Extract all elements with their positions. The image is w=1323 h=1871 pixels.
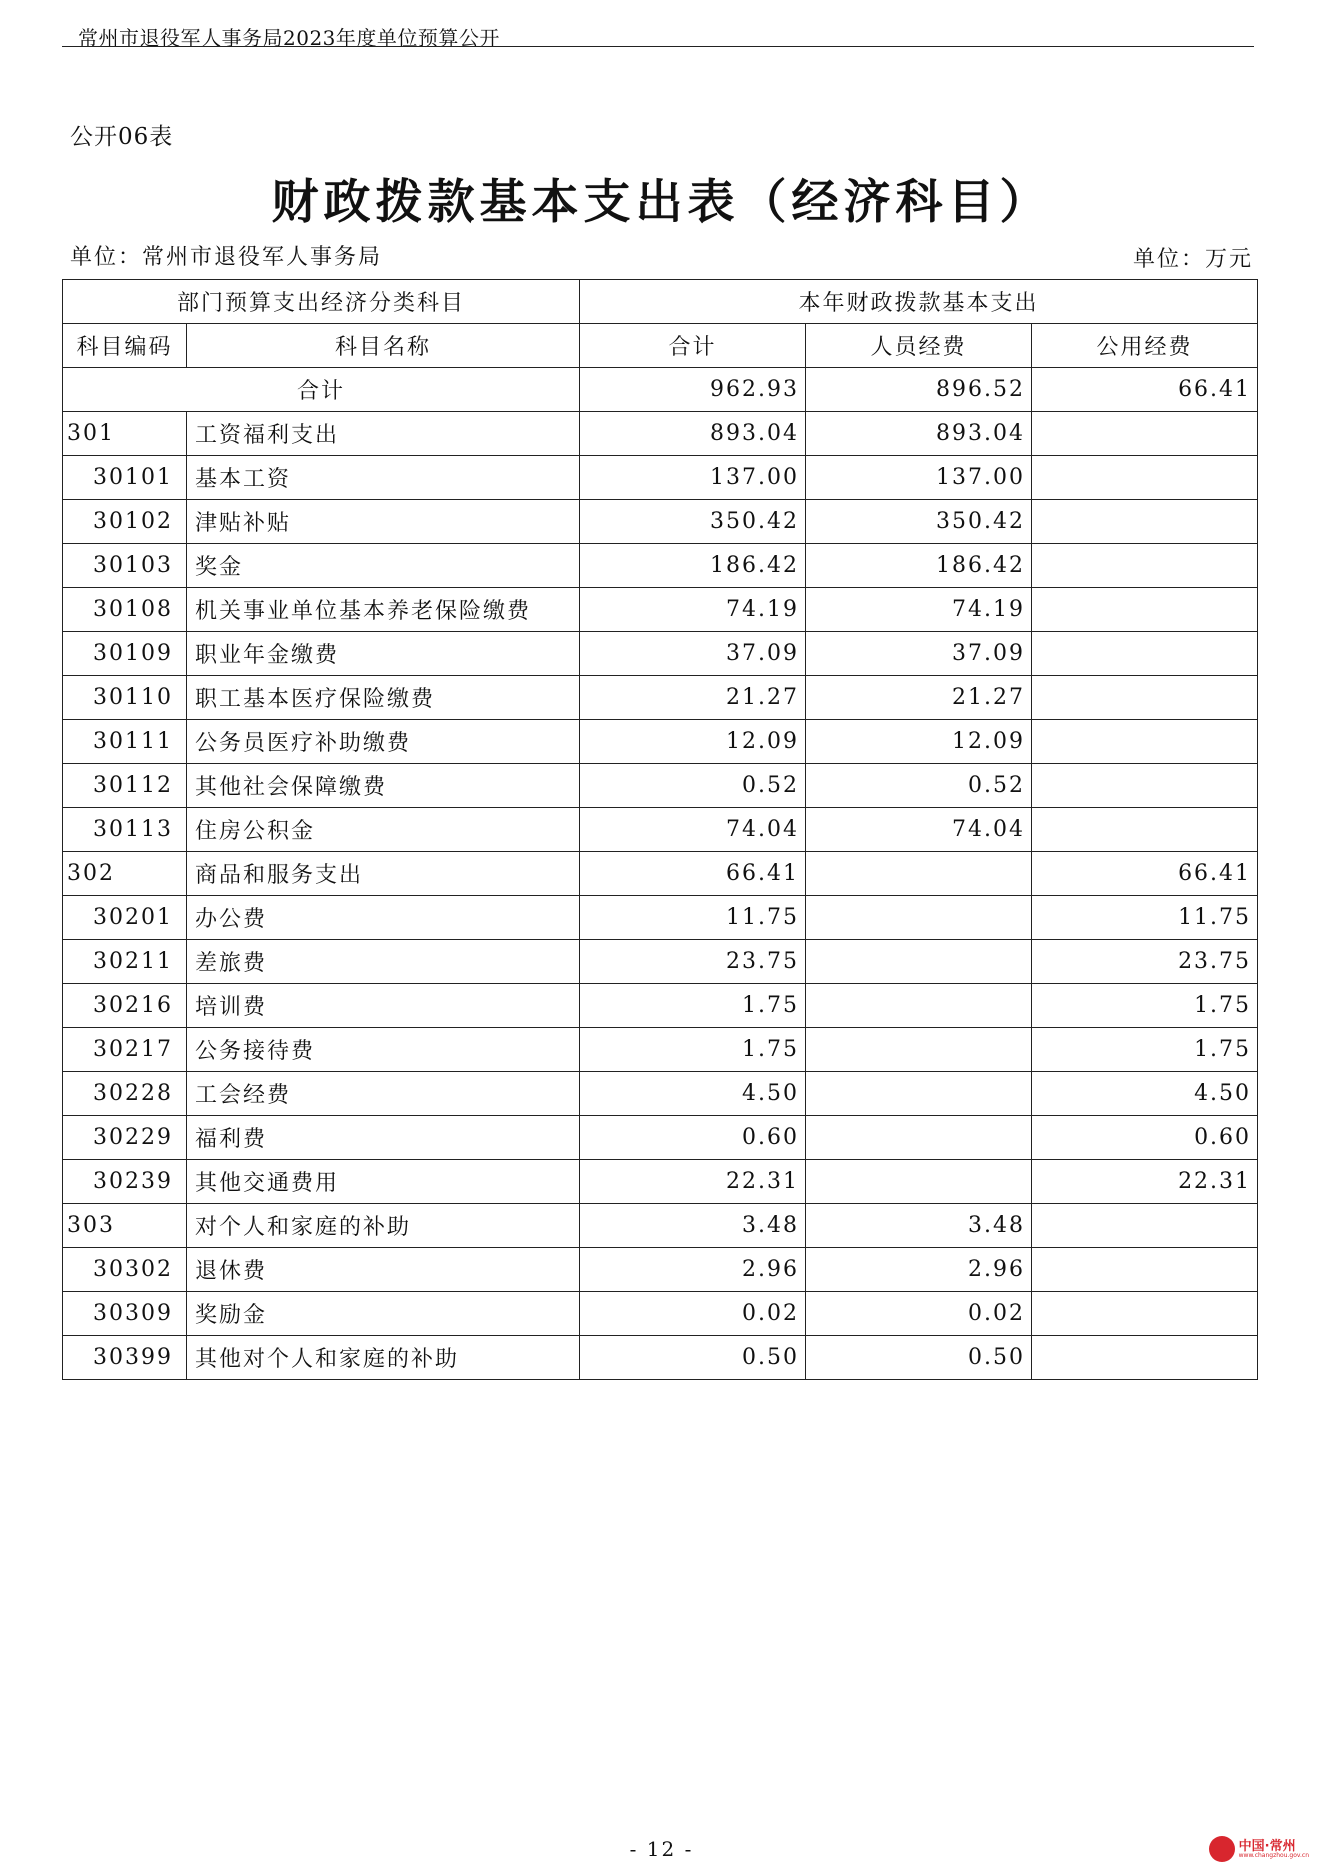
item-public: 23.75	[1032, 940, 1258, 984]
table-row	[63, 1072, 1258, 1116]
table-row	[63, 896, 1258, 940]
watermark-text: 中国·常州	[1238, 1838, 1296, 1854]
item-name: 工会经费	[187, 1072, 580, 1116]
item-personnel: 186.42	[806, 544, 1032, 588]
item-personnel: 21.27	[806, 676, 1032, 720]
item-code: 30109	[63, 632, 187, 676]
item-total: 0.60	[580, 1116, 806, 1160]
item-personnel	[806, 1116, 1032, 1160]
total-row	[63, 368, 1258, 412]
total-public: 66.41	[1032, 368, 1258, 412]
item-total: 22.31	[580, 1160, 806, 1204]
item-code: 30399	[63, 1336, 187, 1380]
item-name: 差旅费	[187, 940, 580, 984]
item-total: 12.09	[580, 720, 806, 764]
item-public: 22.31	[1032, 1160, 1258, 1204]
item-code: 30239	[63, 1160, 187, 1204]
running-header: 常州市退役军人事务局2023年度单位预算公开	[78, 26, 500, 50]
item-personnel: 37.09	[806, 632, 1032, 676]
currency-unit: 单位：万元	[1132, 247, 1253, 272]
table-row	[63, 984, 1258, 1028]
seal-icon	[1209, 1836, 1235, 1862]
item-total: 893.04	[580, 412, 806, 456]
reporting-unit: 单位：常州市退役军人事务局	[70, 245, 383, 270]
table-row	[63, 1204, 1258, 1248]
item-name: 工资福利支出	[187, 412, 580, 456]
item-personnel: 893.04	[806, 412, 1032, 456]
item-public	[1032, 808, 1258, 852]
item-personnel	[806, 940, 1032, 984]
item-public: 66.41	[1032, 852, 1258, 896]
item-public	[1032, 1204, 1258, 1248]
item-code: 30110	[63, 676, 187, 720]
item-total: 74.04	[580, 808, 806, 852]
item-public	[1032, 412, 1258, 456]
item-name: 其他交通费用	[187, 1160, 580, 1204]
item-total: 0.50	[580, 1336, 806, 1380]
item-personnel	[806, 984, 1032, 1028]
item-total: 186.42	[580, 544, 806, 588]
item-total: 0.52	[580, 764, 806, 808]
item-public: 1.75	[1032, 984, 1258, 1028]
item-total: 1.75	[580, 984, 806, 1028]
item-name: 奖励金	[187, 1292, 580, 1336]
item-code: 30113	[63, 808, 187, 852]
item-public: 11.75	[1032, 896, 1258, 940]
table-row	[63, 852, 1258, 896]
item-total: 137.00	[580, 456, 806, 500]
item-name: 公务接待费	[187, 1028, 580, 1072]
item-public	[1032, 1336, 1258, 1380]
item-personnel: 74.04	[806, 808, 1032, 852]
item-name: 公务员医疗补助缴费	[187, 720, 580, 764]
column-header-name: 科目名称	[187, 324, 580, 368]
table-row	[63, 808, 1258, 852]
item-total: 1.75	[580, 1028, 806, 1072]
item-total: 66.41	[580, 852, 806, 896]
item-name: 职业年金缴费	[187, 632, 580, 676]
item-total: 37.09	[580, 632, 806, 676]
column-header-personnel: 人员经费	[806, 324, 1032, 368]
item-code: 30309	[63, 1292, 187, 1336]
table-row	[63, 412, 1258, 456]
item-personnel: 74.19	[806, 588, 1032, 632]
table-row	[63, 1116, 1258, 1160]
item-name: 职工基本医疗保险缴费	[187, 676, 580, 720]
table-row	[63, 632, 1258, 676]
item-code: 30211	[63, 940, 187, 984]
table-row	[63, 544, 1258, 588]
item-total: 4.50	[580, 1072, 806, 1116]
item-name: 津贴补贴	[187, 500, 580, 544]
item-code: 30201	[63, 896, 187, 940]
item-code: 30302	[63, 1248, 187, 1292]
item-public	[1032, 588, 1258, 632]
item-total: 3.48	[580, 1204, 806, 1248]
header-divider	[62, 46, 1254, 47]
item-personnel	[806, 1028, 1032, 1072]
item-name: 办公费	[187, 896, 580, 940]
item-public	[1032, 500, 1258, 544]
group-header-basic-expenditure: 本年财政拨款基本支出	[580, 280, 1258, 324]
item-total: 74.19	[580, 588, 806, 632]
item-total: 23.75	[580, 940, 806, 984]
item-personnel: 3.48	[806, 1204, 1032, 1248]
group-header-classification: 部门预算支出经济分类科目	[63, 280, 580, 324]
item-name: 其他对个人和家庭的补助	[187, 1336, 580, 1380]
item-code: 30228	[63, 1072, 187, 1116]
total-personnel: 896.52	[806, 368, 1032, 412]
item-personnel: 137.00	[806, 456, 1032, 500]
table-row	[63, 940, 1258, 984]
column-header-code: 科目编码	[63, 324, 187, 368]
item-total: 0.02	[580, 1292, 806, 1336]
item-personnel: 12.09	[806, 720, 1032, 764]
item-public	[1032, 544, 1258, 588]
item-total: 21.27	[580, 676, 806, 720]
item-name: 其他社会保障缴费	[187, 764, 580, 808]
item-personnel: 0.50	[806, 1336, 1032, 1380]
item-public	[1032, 1248, 1258, 1292]
item-code: 30111	[63, 720, 187, 764]
item-personnel	[806, 1072, 1032, 1116]
item-public: 1.75	[1032, 1028, 1258, 1072]
total-amount: 962.93	[580, 368, 806, 412]
page-number: - 12 -	[629, 1837, 694, 1861]
item-code: 30217	[63, 1028, 187, 1072]
item-public	[1032, 676, 1258, 720]
item-code: 30229	[63, 1116, 187, 1160]
item-total: 350.42	[580, 500, 806, 544]
item-code: 301	[63, 412, 187, 456]
item-name: 对个人和家庭的补助	[187, 1204, 580, 1248]
table-row	[63, 1160, 1258, 1204]
item-code: 30216	[63, 984, 187, 1028]
table-row	[63, 500, 1258, 544]
item-name: 机关事业单位基本养老保险缴费	[187, 588, 580, 632]
item-public	[1032, 456, 1258, 500]
item-public: 4.50	[1032, 1072, 1258, 1116]
item-code: 30103	[63, 544, 187, 588]
item-personnel: 0.02	[806, 1292, 1032, 1336]
item-code: 30108	[63, 588, 187, 632]
item-personnel	[806, 896, 1032, 940]
document-title: 财政拨款基本支出表（经济科目）	[271, 175, 1052, 230]
table-number: 公开06表	[70, 124, 174, 150]
table-column-header-row	[63, 324, 1258, 368]
item-name: 培训费	[187, 984, 580, 1028]
item-code: 30112	[63, 764, 187, 808]
item-name: 退休费	[187, 1248, 580, 1292]
item-public: 0.60	[1032, 1116, 1258, 1160]
table-row	[63, 764, 1258, 808]
item-name: 福利费	[187, 1116, 580, 1160]
table-row	[63, 588, 1258, 632]
table-row	[63, 456, 1258, 500]
item-public	[1032, 632, 1258, 676]
total-label: 合计	[63, 368, 580, 412]
table-group-header-row	[63, 280, 1258, 324]
watermark-url: www.changzhou.gov.cn	[1238, 1851, 1309, 1859]
item-name: 住房公积金	[187, 808, 580, 852]
budget-table	[62, 279, 1258, 1380]
item-code: 303	[63, 1204, 187, 1248]
item-code: 30101	[63, 456, 187, 500]
item-total: 11.75	[580, 896, 806, 940]
column-header-total: 合计	[580, 324, 806, 368]
item-total: 2.96	[580, 1248, 806, 1292]
item-code: 302	[63, 852, 187, 896]
table-row	[63, 1248, 1258, 1292]
table-row	[63, 720, 1258, 764]
item-name: 奖金	[187, 544, 580, 588]
item-name: 商品和服务支出	[187, 852, 580, 896]
item-personnel: 350.42	[806, 500, 1032, 544]
site-watermark	[1209, 1836, 1309, 1862]
table-row	[63, 1028, 1258, 1072]
item-personnel: 2.96	[806, 1248, 1032, 1292]
table-row	[63, 1336, 1258, 1380]
column-header-public: 公用经费	[1032, 324, 1258, 368]
table-row	[63, 1292, 1258, 1336]
table-row	[63, 676, 1258, 720]
item-code: 30102	[63, 500, 187, 544]
item-personnel	[806, 852, 1032, 896]
item-public	[1032, 764, 1258, 808]
item-public	[1032, 1292, 1258, 1336]
item-public	[1032, 720, 1258, 764]
item-personnel	[806, 1160, 1032, 1204]
item-name: 基本工资	[187, 456, 580, 500]
item-personnel: 0.52	[806, 764, 1032, 808]
